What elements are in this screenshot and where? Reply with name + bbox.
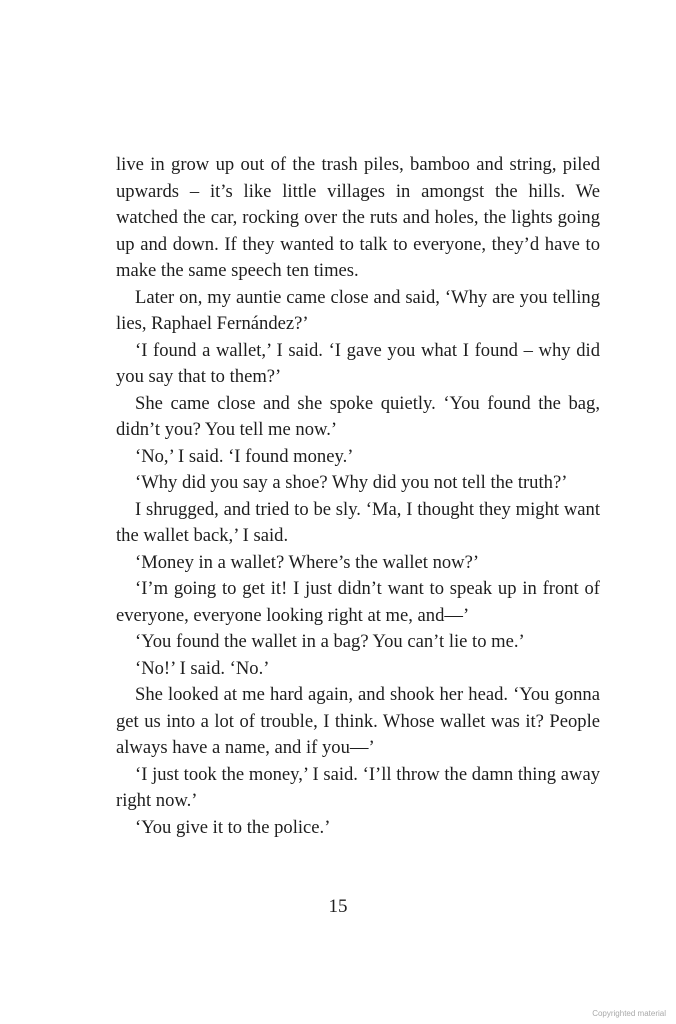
paragraph: ‘I’m going to get it! I just didn’t want to speak up in front of everyone, everyone looking right at me, and—’ <box>116 578 600 626</box>
paragraph: She looked at me hard again, and shook her head. ‘You gonna get us into a lot of trouble, I think. Whose wallet was it? People always have a name, and if you—’ <box>116 684 600 758</box>
paragraph: Later on, my auntie came close and said, ‘Why are you telling lies, Raphael Fernández?’ <box>116 286 600 334</box>
page-number: 15 <box>328 896 348 917</box>
paragraph: ‘You found the wallet in a bag? You can’t lie to me.’ <box>135 631 525 652</box>
paragraph: ‘Why did you say a shoe? Why did you not tell the truth?’ <box>135 472 568 493</box>
paragraph: ‘I just took the money,’ I said. ‘I’ll throw the damn thing away right now.’ <box>116 763 600 811</box>
copyright-watermark: Copyrighted material <box>592 1009 666 1018</box>
paragraph: ‘Money in a wallet? Where’s the wallet now?’ <box>135 551 480 573</box>
paragraph: ‘No!’ I said. ‘No.’ <box>135 657 270 679</box>
paragraph-continued: live in grow up out of the trash piles, bamboo and string, piled upwards – it’s like little villages in amongst the hills. We watched the car, rocking over the ruts and holes, the lights going up and down. If they wanted to talk to everyone, they’d have to make the same speech ten times. <box>116 154 600 281</box>
paragraph: She came close and she spoke quietly. ‘You found the bag, didn’t you? You tell me now.’ <box>116 392 600 440</box>
paragraph: ‘No,’ I said. ‘I found money.’ <box>135 445 354 467</box>
paragraph: ‘I found a wallet,’ I said. ‘I gave you what I found – why did you say that to them?’ <box>116 339 600 387</box>
paragraph: ‘You give it to the police.’ <box>135 816 331 838</box>
paragraph: I shrugged, and tried to be sly. ‘Ma, I thought they might want the wallet back,’ I said. <box>116 498 600 546</box>
page-body-text <box>116 152 600 841</box>
